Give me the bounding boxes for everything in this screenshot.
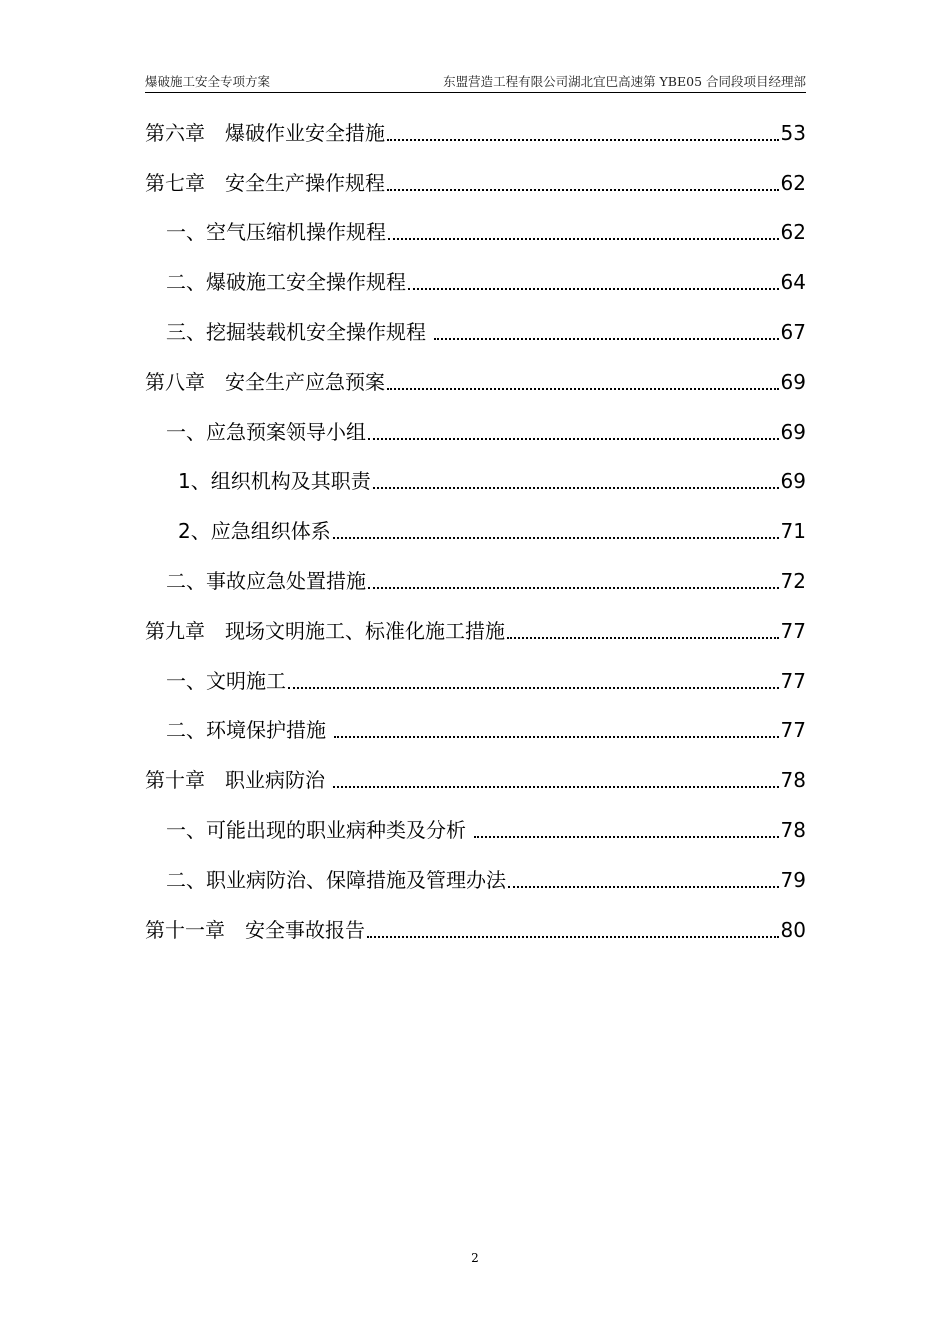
toc-entry-section[interactable]: [145, 207, 806, 257]
toc-page-number: 64: [780, 270, 806, 295]
toc-page-number: 77: [780, 618, 806, 643]
toc-entry-text: 1、组织机构及其职责: [178, 469, 371, 494]
dot-leader: [368, 587, 779, 589]
toc-page-number: 78: [780, 817, 806, 842]
toc-entry-section[interactable]: [145, 306, 806, 356]
toc-entry-text: 二、环境保护措施: [166, 718, 333, 743]
toc-entry-text: 二、事故应急处置措施: [166, 568, 366, 593]
toc-entry-section[interactable]: [145, 854, 806, 904]
toc-page-number: 69: [780, 419, 806, 444]
toc-entry-section[interactable]: [145, 655, 806, 705]
toc-page-number: 78: [780, 768, 806, 793]
toc-page-number: 62: [780, 170, 806, 195]
toc-entry-section[interactable]: [145, 406, 806, 456]
toc-page-number: 71: [780, 519, 806, 544]
dot-leader: [367, 936, 779, 938]
toc-entry-text: 二、职业病防治、保障措施及管理办法: [166, 867, 506, 892]
dot-leader: [387, 388, 779, 390]
header-document-title: 爆破施工安全专项方案: [145, 74, 271, 89]
toc-entry-text: 一、文明施工: [166, 668, 286, 693]
toc-entry-text: 一、空气压缩机操作规程: [166, 220, 386, 245]
toc-entry-text: 第六章 爆破作业安全措施: [145, 120, 385, 145]
toc-entry-text: 2、应急组织体系: [178, 519, 331, 544]
toc-entry-text: 第十章 职业病防治: [145, 768, 332, 793]
dot-leader: [474, 836, 778, 838]
dot-leader: [387, 139, 779, 141]
toc-entry-chapter-6[interactable]: [145, 107, 806, 157]
toc-entry-subsection[interactable]: [145, 456, 806, 506]
toc-entry-text: 第七章 安全生产操作规程: [145, 170, 385, 195]
toc-entry-text: 二、爆破施工安全操作规程: [166, 270, 406, 295]
toc-entry-text: 三、挖掘装载机安全操作规程: [166, 319, 433, 344]
toc-entry-text: 第八章 安全生产应急预案: [145, 369, 385, 394]
toc-page-number: 53: [780, 120, 806, 145]
dot-leader: [288, 687, 779, 689]
table-of-contents: [145, 107, 806, 954]
toc-entry-section[interactable]: [145, 705, 806, 755]
toc-page-number: 62: [780, 220, 806, 245]
toc-page-number: 77: [780, 718, 806, 743]
toc-entry-chapter-9[interactable]: [145, 605, 806, 655]
toc-page-number: 69: [780, 369, 806, 394]
toc-entry-text: 第十一章 安全事故报告: [145, 917, 365, 942]
toc-page-number: 77: [780, 668, 806, 693]
toc-page-number: 80: [780, 917, 806, 942]
dot-leader: [508, 886, 779, 888]
dot-leader: [387, 189, 779, 191]
header-organization: 东盟营造工程有限公司湖北宜巴高速第 YBE05 合同段项目经理部: [443, 74, 806, 89]
toc-entry-section[interactable]: [145, 256, 806, 306]
page-number: 2: [471, 1251, 479, 1265]
toc-entry-section[interactable]: [145, 804, 806, 854]
toc-page-number: 79: [780, 867, 806, 892]
toc-entry-text: 第九章 现场文明施工、标准化施工措施: [145, 618, 505, 643]
toc-page-number: 67: [780, 319, 806, 344]
dot-leader: [334, 736, 778, 738]
dot-leader: [373, 487, 779, 489]
dot-leader: [333, 786, 778, 788]
toc-entry-chapter-7[interactable]: [145, 157, 806, 207]
dot-leader: [434, 338, 778, 340]
dot-leader: [408, 288, 779, 290]
dot-leader: [388, 238, 779, 240]
toc-page-number: 69: [780, 469, 806, 494]
toc-entry-chapter-10[interactable]: [145, 754, 806, 804]
dot-leader: [333, 537, 779, 539]
toc-entry-chapter-11[interactable]: [145, 904, 806, 954]
toc-entry-section[interactable]: [145, 555, 806, 605]
page-header: [145, 70, 806, 93]
dot-leader: [368, 438, 779, 440]
toc-entry-subsection[interactable]: [145, 505, 806, 555]
toc-entry-text: 一、可能出现的职业病种类及分析: [166, 817, 473, 842]
toc-entry-text: 一、应急预案领导小组: [166, 419, 366, 444]
toc-page-number: 72: [780, 568, 806, 593]
dot-leader: [507, 637, 779, 639]
toc-entry-chapter-8[interactable]: [145, 356, 806, 406]
